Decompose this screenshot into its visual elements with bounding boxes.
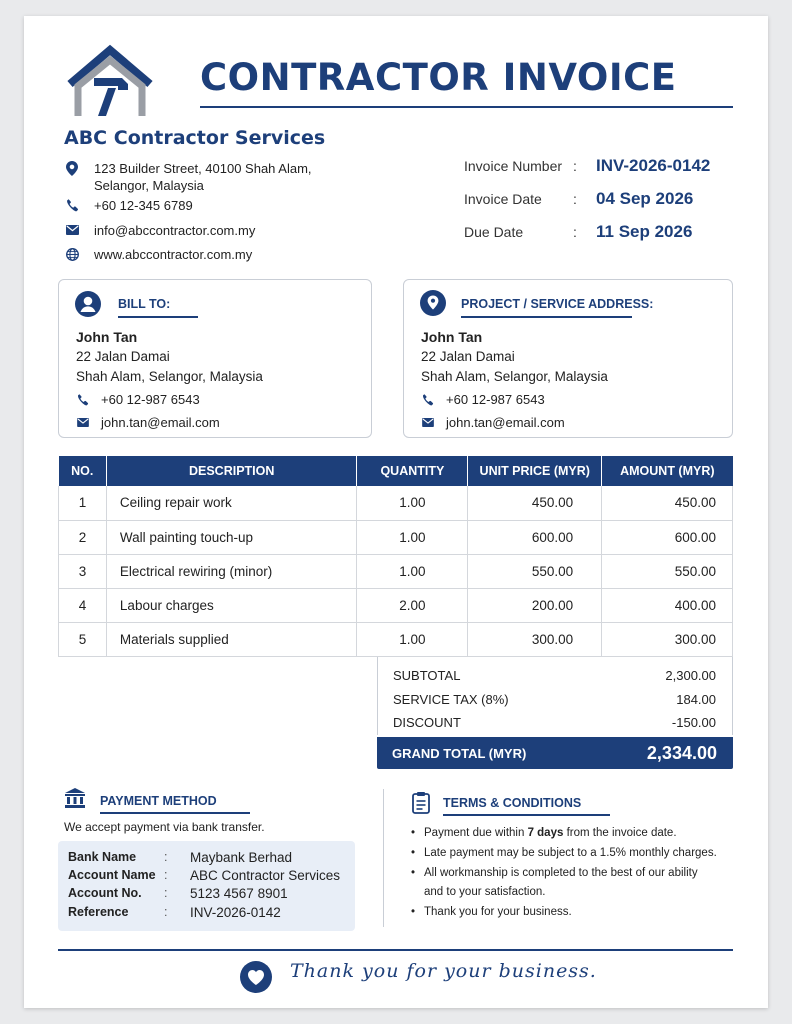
column-header-unit-price: UNIT PRICE (MYR) bbox=[468, 456, 602, 486]
row-amount: 450.00 bbox=[602, 486, 733, 520]
terms-item: • Thank you for your business. bbox=[411, 903, 741, 923]
invoice-date-value: 04 Sep 2026 bbox=[596, 189, 694, 208]
discount-row bbox=[378, 711, 732, 735]
company-address-line1: 123 Builder Street, 40100 Shah Alam, bbox=[94, 161, 312, 176]
company-phone bbox=[64, 197, 193, 214]
invoice-number-colon: : bbox=[573, 158, 577, 174]
row-number: 2 bbox=[59, 520, 107, 554]
row-number: 4 bbox=[59, 588, 107, 622]
subtotal-label: SUBTOTAL bbox=[393, 668, 461, 684]
tax-value: 184.00 bbox=[676, 691, 716, 707]
company-phone-text: +60 12-345 6789 bbox=[94, 198, 193, 213]
bill-to-address-line2: Shah Alam, Selangor, Malaysia bbox=[76, 369, 263, 384]
project-address-heading: PROJECT / SERVICE ADDRESS: bbox=[461, 297, 654, 311]
invoice-title: CONTRACTOR INVOICE bbox=[200, 56, 677, 99]
bill-to-phone bbox=[76, 392, 200, 407]
bank-name-value: Maybank Berhad bbox=[190, 850, 293, 865]
terms-item: • Late payment may be subject to a 1.5% monthly charges. bbox=[411, 844, 741, 864]
tax-label: SERVICE TAX (8%) bbox=[393, 691, 509, 707]
envelope-icon bbox=[421, 418, 435, 427]
account-name-value: ABC Contractor Services bbox=[190, 868, 341, 883]
row-unit-price: 600.00 bbox=[468, 520, 602, 554]
clipboard-icon bbox=[412, 791, 430, 819]
invoice-date-colon: : bbox=[573, 191, 577, 207]
company-website-text[interactable]: www.abccontractor.com.my bbox=[94, 247, 253, 262]
row-unit-price: 450.00 bbox=[468, 486, 602, 520]
row-amount: 550.00 bbox=[602, 554, 733, 588]
tax-row bbox=[378, 688, 732, 712]
row-amount: 600.00 bbox=[602, 520, 733, 554]
bill-to-phone-text: +60 12-987 6543 bbox=[101, 392, 200, 407]
table-row bbox=[59, 588, 733, 622]
bank-icon bbox=[64, 787, 86, 814]
row-description: Electrical rewiring (minor) bbox=[106, 554, 357, 588]
phone-icon bbox=[421, 394, 435, 406]
globe-icon bbox=[64, 246, 80, 262]
row-number: 1 bbox=[59, 486, 107, 520]
footer-rule bbox=[58, 949, 733, 951]
row-quantity: 1.00 bbox=[357, 520, 468, 554]
table-row bbox=[59, 520, 733, 554]
bill-to-name: John Tan bbox=[76, 329, 138, 345]
terms-item-1-pre: Payment due within bbox=[424, 827, 528, 839]
project-phone bbox=[421, 392, 545, 407]
house-hammer-logo-icon bbox=[64, 44, 156, 120]
row-unit-price: 200.00 bbox=[468, 588, 602, 622]
terms-item-3-line1: All workmanship is completed to the best of our ability bbox=[424, 866, 698, 879]
company-email-text[interactable]: info@abccontractor.com.my bbox=[94, 223, 256, 238]
project-address-line1: 22 Jalan Damai bbox=[421, 349, 515, 364]
account-number-label: Account No. bbox=[68, 886, 142, 900]
project-name: John Tan bbox=[421, 329, 483, 345]
section-divider bbox=[383, 789, 384, 927]
location-pin-icon bbox=[64, 160, 80, 176]
row-quantity: 1.00 bbox=[357, 622, 468, 656]
phone-icon bbox=[76, 394, 90, 406]
row-description: Labour charges bbox=[106, 588, 357, 622]
bank-name-row bbox=[68, 850, 292, 865]
project-address-underline bbox=[461, 316, 632, 318]
project-email-text[interactable]: john.tan@email.com bbox=[446, 415, 565, 430]
reference-label: Reference bbox=[68, 905, 129, 919]
thank-you-message: Thank you for your business. bbox=[290, 960, 597, 982]
bill-to-card bbox=[58, 279, 372, 438]
invoice-page bbox=[24, 16, 768, 1008]
row-description: Ceiling repair work bbox=[106, 486, 357, 520]
project-address-line2: Shah Alam, Selangor, Malaysia bbox=[421, 369, 608, 384]
table-row bbox=[59, 486, 733, 520]
due-date-label: Due Date bbox=[464, 224, 524, 240]
line-items-table bbox=[58, 456, 733, 657]
bill-to-underline bbox=[118, 316, 198, 318]
bank-details-box bbox=[58, 841, 355, 931]
account-number-row bbox=[68, 886, 288, 901]
project-phone-text: +60 12-987 6543 bbox=[446, 392, 545, 407]
terms-item-1-bold: 7 days bbox=[527, 827, 564, 839]
bill-to-email-text[interactable]: john.tan@email.com bbox=[101, 415, 220, 430]
row-quantity: 1.00 bbox=[357, 486, 468, 520]
grand-total-value: 2,334.00 bbox=[646, 742, 717, 763]
company-website[interactable] bbox=[64, 246, 252, 263]
table-row bbox=[59, 554, 733, 588]
payment-method-heading: PAYMENT METHOD bbox=[100, 794, 217, 808]
bank-name-label: Bank Name bbox=[68, 850, 137, 864]
heart-icon bbox=[240, 961, 272, 998]
terms-item-3-line2: and to your satisfaction. bbox=[424, 886, 546, 899]
invoice-number-value: INV-2026-0142 bbox=[596, 156, 711, 175]
map-pin-icon bbox=[420, 290, 446, 323]
totals-panel bbox=[377, 657, 733, 735]
column-header-description: DESCRIPTION bbox=[106, 456, 357, 486]
bill-to-email[interactable] bbox=[76, 415, 220, 430]
terms-item-1-post: from the invoice date. bbox=[563, 827, 677, 839]
account-name-label: Account Name bbox=[68, 868, 156, 882]
due-date-colon: : bbox=[573, 224, 577, 240]
terms-item bbox=[411, 864, 741, 904]
discount-value: -150.00 bbox=[671, 715, 716, 731]
reference-colon: : bbox=[164, 905, 168, 919]
bill-to-address-line1: 22 Jalan Damai bbox=[76, 349, 170, 364]
title-underline bbox=[200, 106, 733, 108]
envelope-icon bbox=[64, 222, 80, 238]
row-unit-price: 300.00 bbox=[468, 622, 602, 656]
bank-name-colon: : bbox=[164, 850, 168, 864]
company-name: ABC Contractor Services bbox=[64, 127, 326, 149]
subtotal-row bbox=[378, 664, 732, 688]
terms-heading: TERMS & CONDITIONS bbox=[443, 796, 582, 810]
discount-label: DISCOUNT bbox=[393, 715, 461, 731]
company-address-line2: Selangor, Malaysia bbox=[94, 178, 204, 193]
row-unit-price: 550.00 bbox=[468, 554, 602, 588]
bill-to-heading: BILL TO: bbox=[118, 297, 171, 311]
row-amount: 400.00 bbox=[602, 588, 733, 622]
terms-item bbox=[411, 824, 741, 844]
account-name-row bbox=[68, 868, 340, 883]
payment-method-underline bbox=[100, 812, 250, 814]
project-email[interactable] bbox=[421, 415, 565, 430]
row-quantity: 1.00 bbox=[357, 554, 468, 588]
reference-row bbox=[68, 905, 281, 920]
grand-total-label: GRAND TOTAL (MYR) bbox=[392, 745, 527, 761]
table-header-row bbox=[59, 456, 733, 486]
account-number-value: 5123 4567 8901 bbox=[190, 886, 288, 901]
user-icon bbox=[75, 291, 101, 322]
company-address bbox=[64, 160, 312, 194]
reference-value: INV-2026-0142 bbox=[190, 905, 281, 920]
company-email[interactable] bbox=[64, 222, 255, 239]
account-name-colon: : bbox=[164, 868, 168, 882]
row-number: 5 bbox=[59, 622, 107, 656]
grand-total-bar bbox=[377, 737, 733, 769]
account-number-colon: : bbox=[164, 886, 168, 900]
invoice-number-label: Invoice Number bbox=[464, 158, 563, 174]
subtotal-value: 2,300.00 bbox=[665, 668, 716, 684]
row-description: Wall painting touch-up bbox=[106, 520, 357, 554]
row-number: 3 bbox=[59, 554, 107, 588]
row-quantity: 2.00 bbox=[357, 588, 468, 622]
due-date-value: 11 Sep 2026 bbox=[596, 222, 693, 241]
row-amount: 300.00 bbox=[602, 622, 733, 656]
payment-intro: We accept payment via bank transfer. bbox=[64, 820, 265, 834]
table-row bbox=[59, 622, 733, 656]
terms-underline bbox=[443, 814, 610, 816]
envelope-icon bbox=[76, 418, 90, 427]
row-description: Materials supplied bbox=[106, 622, 357, 656]
invoice-date-label: Invoice Date bbox=[464, 191, 542, 207]
terms-list bbox=[411, 824, 741, 923]
column-header-quantity: QUANTITY bbox=[357, 456, 468, 486]
project-address-card bbox=[403, 279, 733, 438]
column-header-no: NO. bbox=[59, 456, 107, 486]
column-header-amount: AMOUNT (MYR) bbox=[602, 456, 733, 486]
phone-icon bbox=[64, 197, 80, 213]
